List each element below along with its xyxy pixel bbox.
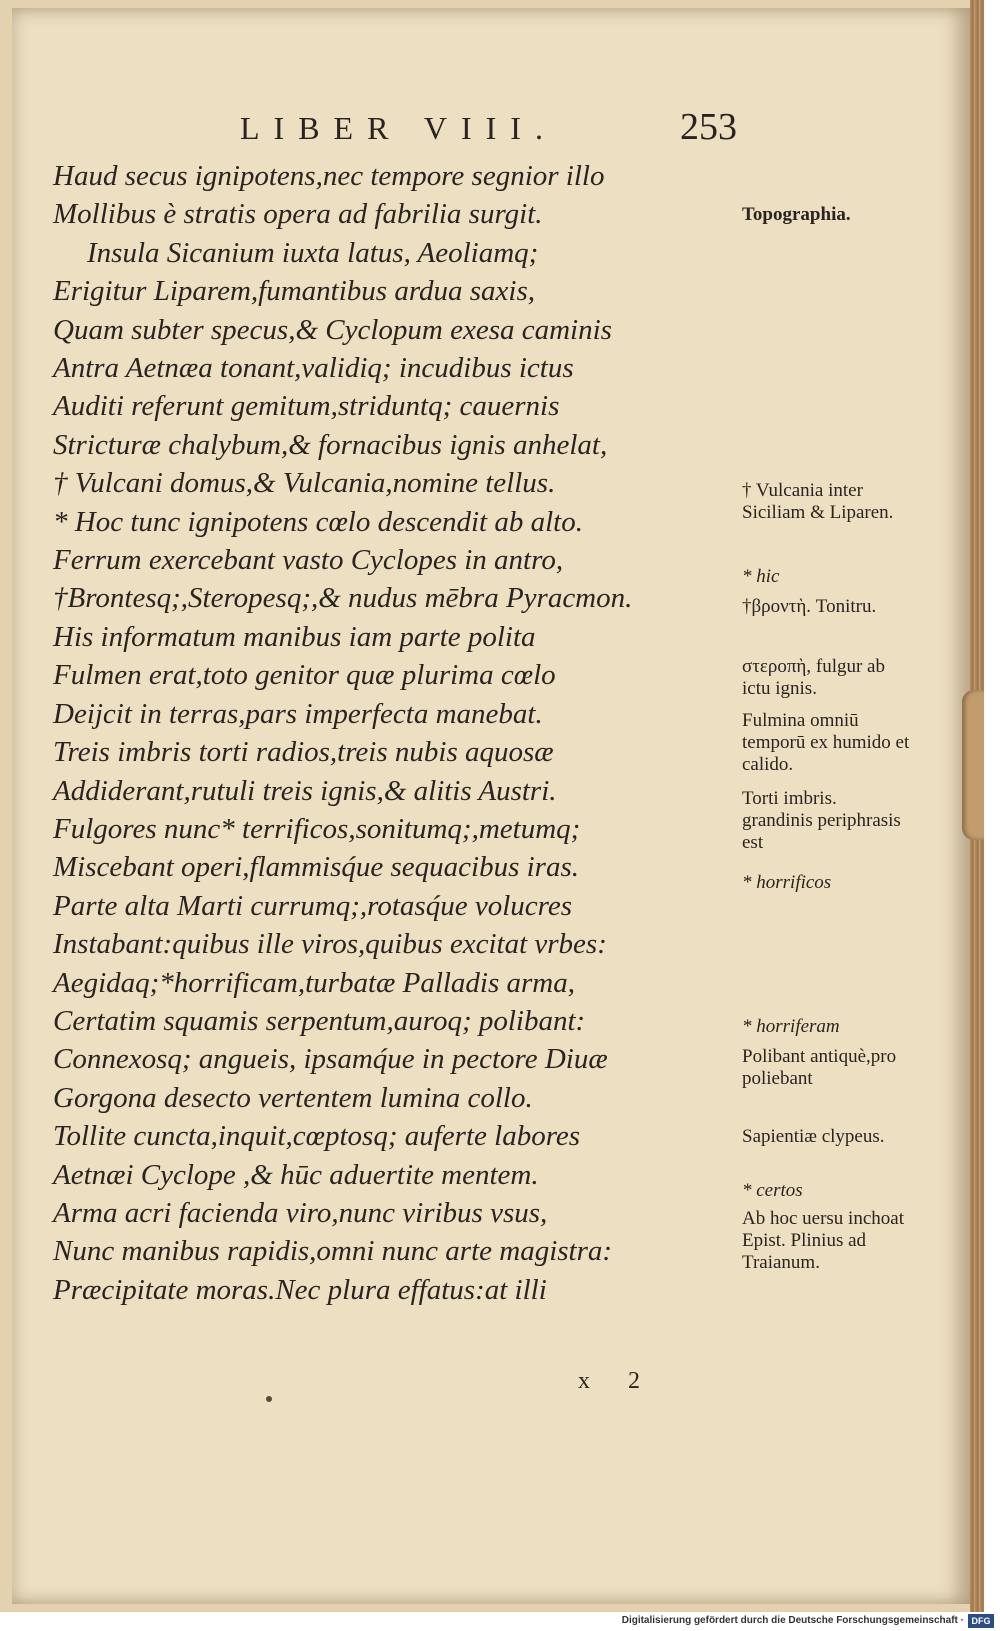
verse-line: Fulmen erat,toto genitor quæ plurima cœlo <box>53 659 556 692</box>
verse-line: Auditi referunt gemitum,striduntq; cauernis <box>53 390 560 423</box>
marginal-note: * horriferam <box>742 1016 840 1037</box>
verse-line: Gorgona desecto vertentem lumina collo. <box>53 1081 533 1114</box>
verse-line: Addiderant,rutuli treis ignis,& alitis Austri. <box>53 774 557 807</box>
verse-line: Deijcit in terras,pars imperfecta manebat. <box>53 697 543 730</box>
verse-line: Erigitur Liparem,fumantibus ardua saxis, <box>53 275 536 308</box>
verse-line: Mollibus è stratis opera ad fabrilia surgit. <box>53 198 543 231</box>
marginal-note: † Vulcania inter Siciliam & Liparen. <box>742 480 894 523</box>
verse-line: Aegidaq;*horrificam,turbatæ Palladis arma, <box>53 966 575 999</box>
verse-line: Instabant:quibus ille viros,quibus excitat vrbes: <box>53 928 607 961</box>
marginal-note: * horrificos <box>742 872 832 893</box>
verse-line: Antra Aetnæa tonant,validiq; incudibus ictus <box>53 352 574 385</box>
verse-line: Fulgores nunc* terrificos,sonitumq;,metumq; <box>53 812 581 845</box>
verse-line: Tollite cuncta,inquit,cœptosq; auferte labores <box>53 1120 581 1153</box>
verse-block <box>53 157 733 1309</box>
verse-line: Treis imbris torti radios,treis nubis aquosæ <box>53 736 554 769</box>
page-number: 253 <box>680 106 737 148</box>
verse-line: Quam subter specus,& Cyclopum exesa caminis <box>53 313 612 346</box>
signature-mark: x 2 <box>578 1368 656 1394</box>
marginal-note: †βροντὴ. Tonitru. <box>742 596 877 617</box>
verse-line: Connexosq; angueis, ipsamq́ue in pectore Diuæ <box>53 1043 608 1076</box>
verse-line: Certatim squamis serpentum,auroq; polibant: <box>53 1004 586 1037</box>
digitization-credit: Digitalisierung gefördert durch die Deutsche Forschungsgemeinschaft · <box>621 1615 964 1626</box>
marginal-note: Topographia. <box>742 204 851 225</box>
marginal-note: Torti imbris. grandinis periphrasis est <box>742 788 901 853</box>
verse-line: Arma acri facienda viro,nunc viribus vsus, <box>53 1196 548 1229</box>
marginal-note: Fulmina omniū temporū ex humido et calido. <box>742 710 910 775</box>
running-header: LIBER VIII. <box>240 110 557 146</box>
marginal-note: * hic <box>742 566 780 587</box>
page-clip <box>962 690 984 840</box>
dfg-logo-icon: DFG <box>968 1614 994 1628</box>
verse-line: Nunc manibus rapidis,omni nunc arte magistra: <box>53 1235 613 1268</box>
verse-line: † Vulcani domus,& Vulcania,nomine tellus. <box>53 467 556 500</box>
verse-line: Haud secus ignipotens,nec tempore segnior illo <box>53 160 605 192</box>
marginal-note: Sapientiæ clypeus. <box>742 1126 885 1147</box>
verse-line: Ferrum exercebant vasto Cyclopes in antro, <box>53 544 564 577</box>
marginal-note: Polibant antiquè,pro poliebant <box>742 1046 897 1089</box>
marginal-note: στεροπὴ, fulgur ab ictu ignis. <box>742 656 885 699</box>
marginal-note: Ab hoc uersu inchoat Epist. Plinius ad Traianum. <box>742 1208 904 1273</box>
verse-line: †Brontesq;,Steropesq;,& nudus mēbra Pyracmon. <box>53 582 633 615</box>
verse-line: His informatum manibus iam parte polita <box>53 620 536 653</box>
verse-line: Aetnæi Cyclope ,& hūc aduertite mentem. <box>53 1158 539 1191</box>
verse-line: Stricturæ chalybum,& fornacibus ignis anhelat, <box>53 428 608 461</box>
verse-line: Insula Sicanium iuxta latus, Aeoliamq; <box>87 236 539 269</box>
marginal-note: * certos <box>742 1180 803 1201</box>
ink-dot <box>266 1396 272 1402</box>
verse-line: Parte alta Marti currumq;,rotasq́ue volucres <box>53 889 572 922</box>
verse-line: Præcipitate moras.Nec plura effatus:at illi <box>53 1273 547 1306</box>
verse-line: * Hoc tunc ignipotens cœlo descendit ab alto. <box>53 505 583 538</box>
verse-line: Miscebant operi,flammisq́ue sequacibus iras. <box>53 851 579 884</box>
